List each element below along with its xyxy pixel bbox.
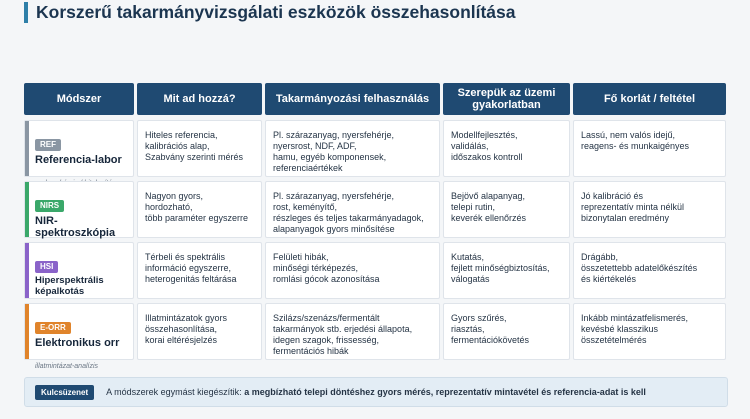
key-message-plain: A módszerek egymást kiegészítik:: [106, 387, 245, 397]
key-message-badge: Kulcsüzenet: [35, 385, 94, 400]
adds-cell: Nagyon gyors, hordozható, több paraméter egyszerre: [137, 181, 262, 238]
comparison-table: [24, 83, 726, 370]
method-cell: [24, 303, 134, 370]
method-cell: [24, 120, 134, 177]
title-block: [24, 2, 516, 23]
header-method: Módszer: [24, 83, 134, 115]
method-badge: NIRS: [35, 200, 64, 212]
role-cell: Kutatás, fejlett minőségbiztosítás, válogatás: [443, 242, 570, 299]
limit-cell: Jó kalibráció és reprezentatív minta nélkül bizonytalan eredmény: [573, 181, 726, 238]
method-badge: E-ORR: [35, 322, 71, 334]
table-row: [24, 120, 726, 177]
method-cell: [24, 242, 134, 299]
header-role: Szerepük az üzemi gyakorlatban: [443, 83, 570, 115]
role-cell: Modellfejlesztés, validálás, időszakos kontroll: [443, 120, 570, 177]
usage-cell: Pl. szárazanyag, nyersfehérje, rost, keményítő, részleges és teljes takarmányadagok, alapanyagok gyors minősítése: [265, 181, 440, 238]
key-message-text: [106, 387, 646, 397]
method-badge: REF: [35, 139, 61, 151]
adds-cell: Térbeli és spektrális információ egyszerre, heterogenitás feltárása: [137, 242, 262, 299]
table-row: [24, 303, 726, 370]
usage-cell: Szilázs/szenázs/fermentált takarmányok stb. erjedési állapota, idegen szagok, frissesség, fermentációs hibák: [265, 303, 440, 360]
usage-cell: Pl. szárazanyag, nyersfehérje, nyersrost, NDF, ADF, hamu, egyéb komponensek, referenciaértékek: [265, 120, 440, 177]
header-limit: Fő korlát / feltétel: [573, 83, 726, 115]
method-name: Referencia-labor: [35, 154, 122, 166]
table-row: [24, 242, 726, 299]
header-usage: Takarmányozási felhasználás: [265, 83, 440, 115]
method-name: Hiperspektrális képalkotás: [35, 275, 104, 297]
role-cell: Gyors szűrés, riasztás, fermentációkövetés: [443, 303, 570, 360]
key-message-bold: a megbízható telepi döntéshez gyors mérés, reprezentatív mintavétel és referencia-adat is kell: [244, 387, 646, 397]
page-title: Korszerű takarmányvizsgálati eszközök összehasonlítása: [36, 2, 516, 22]
method-name: Elektronikus orr: [35, 337, 120, 349]
method-name: NIR-spektroszkópia: [35, 215, 116, 239]
limit-cell: Drágább, összetettebb adatelőkészítés és kiértékelés: [573, 242, 726, 299]
adds-cell: Hiteles referencia, kalibrációs alap, Szabvány szerinti mérés: [137, 120, 262, 177]
method-badge: HSI: [35, 261, 58, 273]
header-adds: Mit ad hozzá?: [137, 83, 262, 115]
role-cell: Bejövő alapanyag, telepi rutin, keverék ellenőrzés: [443, 181, 570, 238]
usage-cell: Felületi hibák, minőségi térképezés, romlási gócok azonosítása: [265, 242, 440, 299]
limit-cell: Lassú, nem valós idejű, reagens- és munkaigényes: [573, 120, 726, 177]
method-subtitle: illatmintázat-analízis: [35, 363, 99, 370]
limit-cell: Inkább mintázatfelismerés, kevésbé klasszikus összetételmérés: [573, 303, 726, 360]
adds-cell: Illatmintázatok gyors összehasonlítása, korai eltérésjelzés: [137, 303, 262, 360]
header-row: [24, 83, 726, 115]
table-row: [24, 181, 726, 238]
method-cell: [24, 181, 134, 238]
key-message-bar: [24, 377, 728, 407]
